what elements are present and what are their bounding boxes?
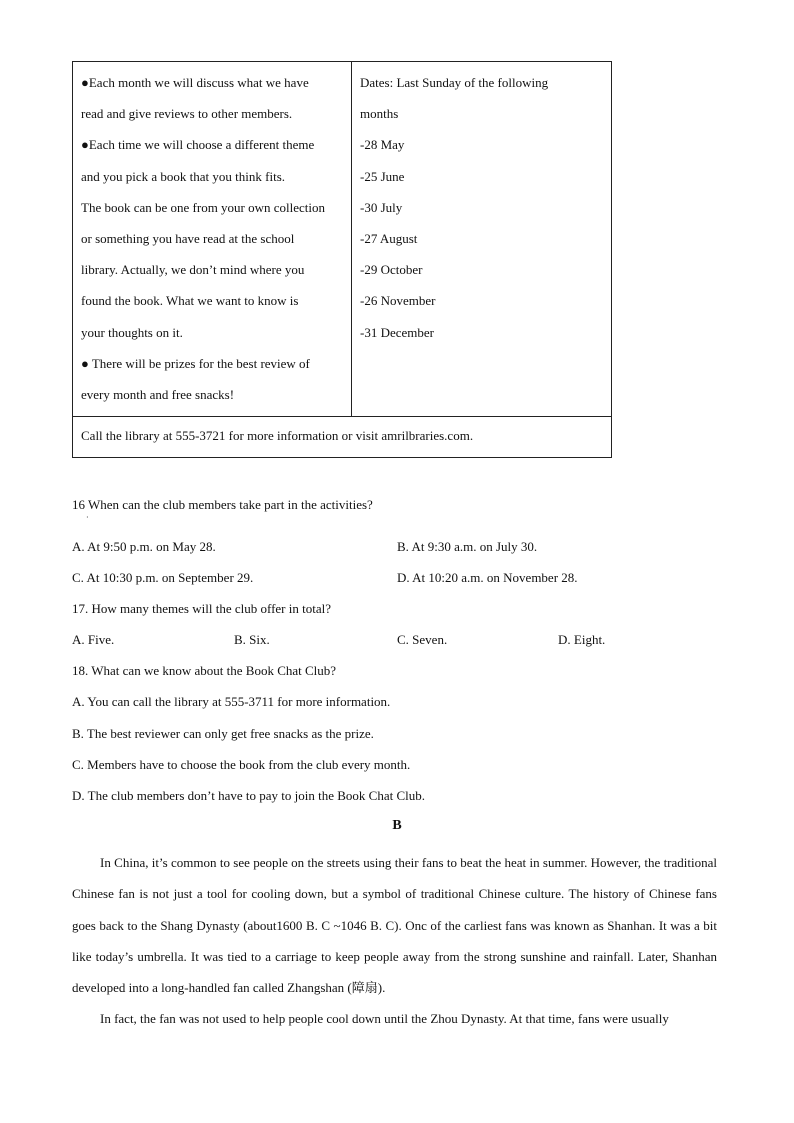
q17-option-b: B. Six.: [234, 632, 270, 647]
club-dates-cell: [352, 62, 611, 416]
q17-option-a: A. Five.: [72, 632, 115, 647]
table-left-line: found the book. What we want to know is: [81, 293, 299, 309]
question-18-stem: 18. What can we know about the Book Chat Club?: [72, 663, 337, 678]
q18-option-b: B. The best reviewer can only get free snacks as the prize.: [72, 726, 374, 741]
contact-info-row: Call the library at 555-3721 for more information or visit amrilbraries.com.: [73, 416, 611, 457]
table-left-line: or something you have read at the school: [81, 230, 295, 246]
table-left-line: your thoughts on it.: [81, 324, 183, 340]
table-right-line: Dates: Last Sunday of the following: [360, 75, 549, 90]
q17-option-c: C. Seven.: [397, 632, 448, 647]
table-left-line: and you pick a book that you think fits.: [81, 168, 286, 184]
question-16-mark: ·: [86, 513, 89, 522]
section-b-passage: [72, 847, 717, 1035]
table-left-line: library. Actually, we don’t mind where you: [81, 262, 305, 278]
passage-paragraph-2: In fact, the fan was not used to help people cool down until the Zhou Dynasty. At that time, fans were usually: [100, 1011, 669, 1027]
section-b-heading: B: [392, 818, 402, 833]
table-right-line: -28 May: [360, 137, 405, 153]
table-right-line: -26 November: [360, 293, 436, 309]
q16-option-c: C. At 10:30 p.m. on September 29.: [72, 570, 254, 585]
table-left-line: ●Each month we will discuss what we have: [81, 75, 309, 90]
table-left-line: every month and free snacks!: [81, 386, 235, 402]
table-right-line: -29 October: [360, 262, 423, 278]
table-left-line: The book can be one from your own collection: [81, 199, 326, 215]
q18-option-c: C. Members have to choose the book from the club every month.: [72, 757, 411, 772]
table-left-line: read and give reviews to other members.: [81, 106, 293, 122]
table-left-line: ●Each time we will choose a different theme: [81, 137, 315, 153]
table-right-line: -25 June: [360, 168, 405, 184]
table-right-line: -27 August: [360, 230, 418, 246]
q16-option-a: A. At 9:50 p.m. on May 28.: [72, 539, 216, 554]
book-club-info-table: [72, 61, 612, 458]
table-right-line: -30 July: [360, 199, 403, 215]
q18-option-d: D. The club members don’t have to pay to join the Book Chat Club.: [72, 788, 425, 803]
q16-option-b: B. At 9:30 a.m. on July 30.: [397, 539, 538, 554]
q17-option-d: D. Eight.: [558, 632, 606, 647]
table-left-line: ● There will be prizes for the best review of: [81, 355, 310, 371]
table-right-line: months: [360, 106, 399, 122]
question-17-stem: 17. How many themes will the club offer in total?: [72, 601, 331, 616]
q18-option-a: A. You can call the library at 555-3711 for more information.: [72, 694, 391, 709]
passage-paragraph-1: In China, it’s common to see people on the streets using their fans to beat the heat in summer. However, the traditional Chinese fan is not just a tool for cooling down, but a symbol of traditional Chinese culture. The history of Chinese fans goes back to the Shang Dynasty (about1600 B. C ~1046 B. C). Onc of the carliest fans was known as Shanhan. It was a bit like today’s umbrella. It was tied to a carriage to keep people away from the strong sunshine and rainfall. Later, Shanhan developed into a long-handled fan called Zhangshan (障扇).: [72, 855, 717, 996]
question-16-stem: 16 When can the club members take part in the activities?: [72, 497, 373, 512]
club-activities-cell: [73, 62, 352, 416]
q16-option-d: D. At 10:20 a.m. on November 28.: [397, 570, 578, 585]
table-right-line: -31 December: [360, 324, 434, 340]
